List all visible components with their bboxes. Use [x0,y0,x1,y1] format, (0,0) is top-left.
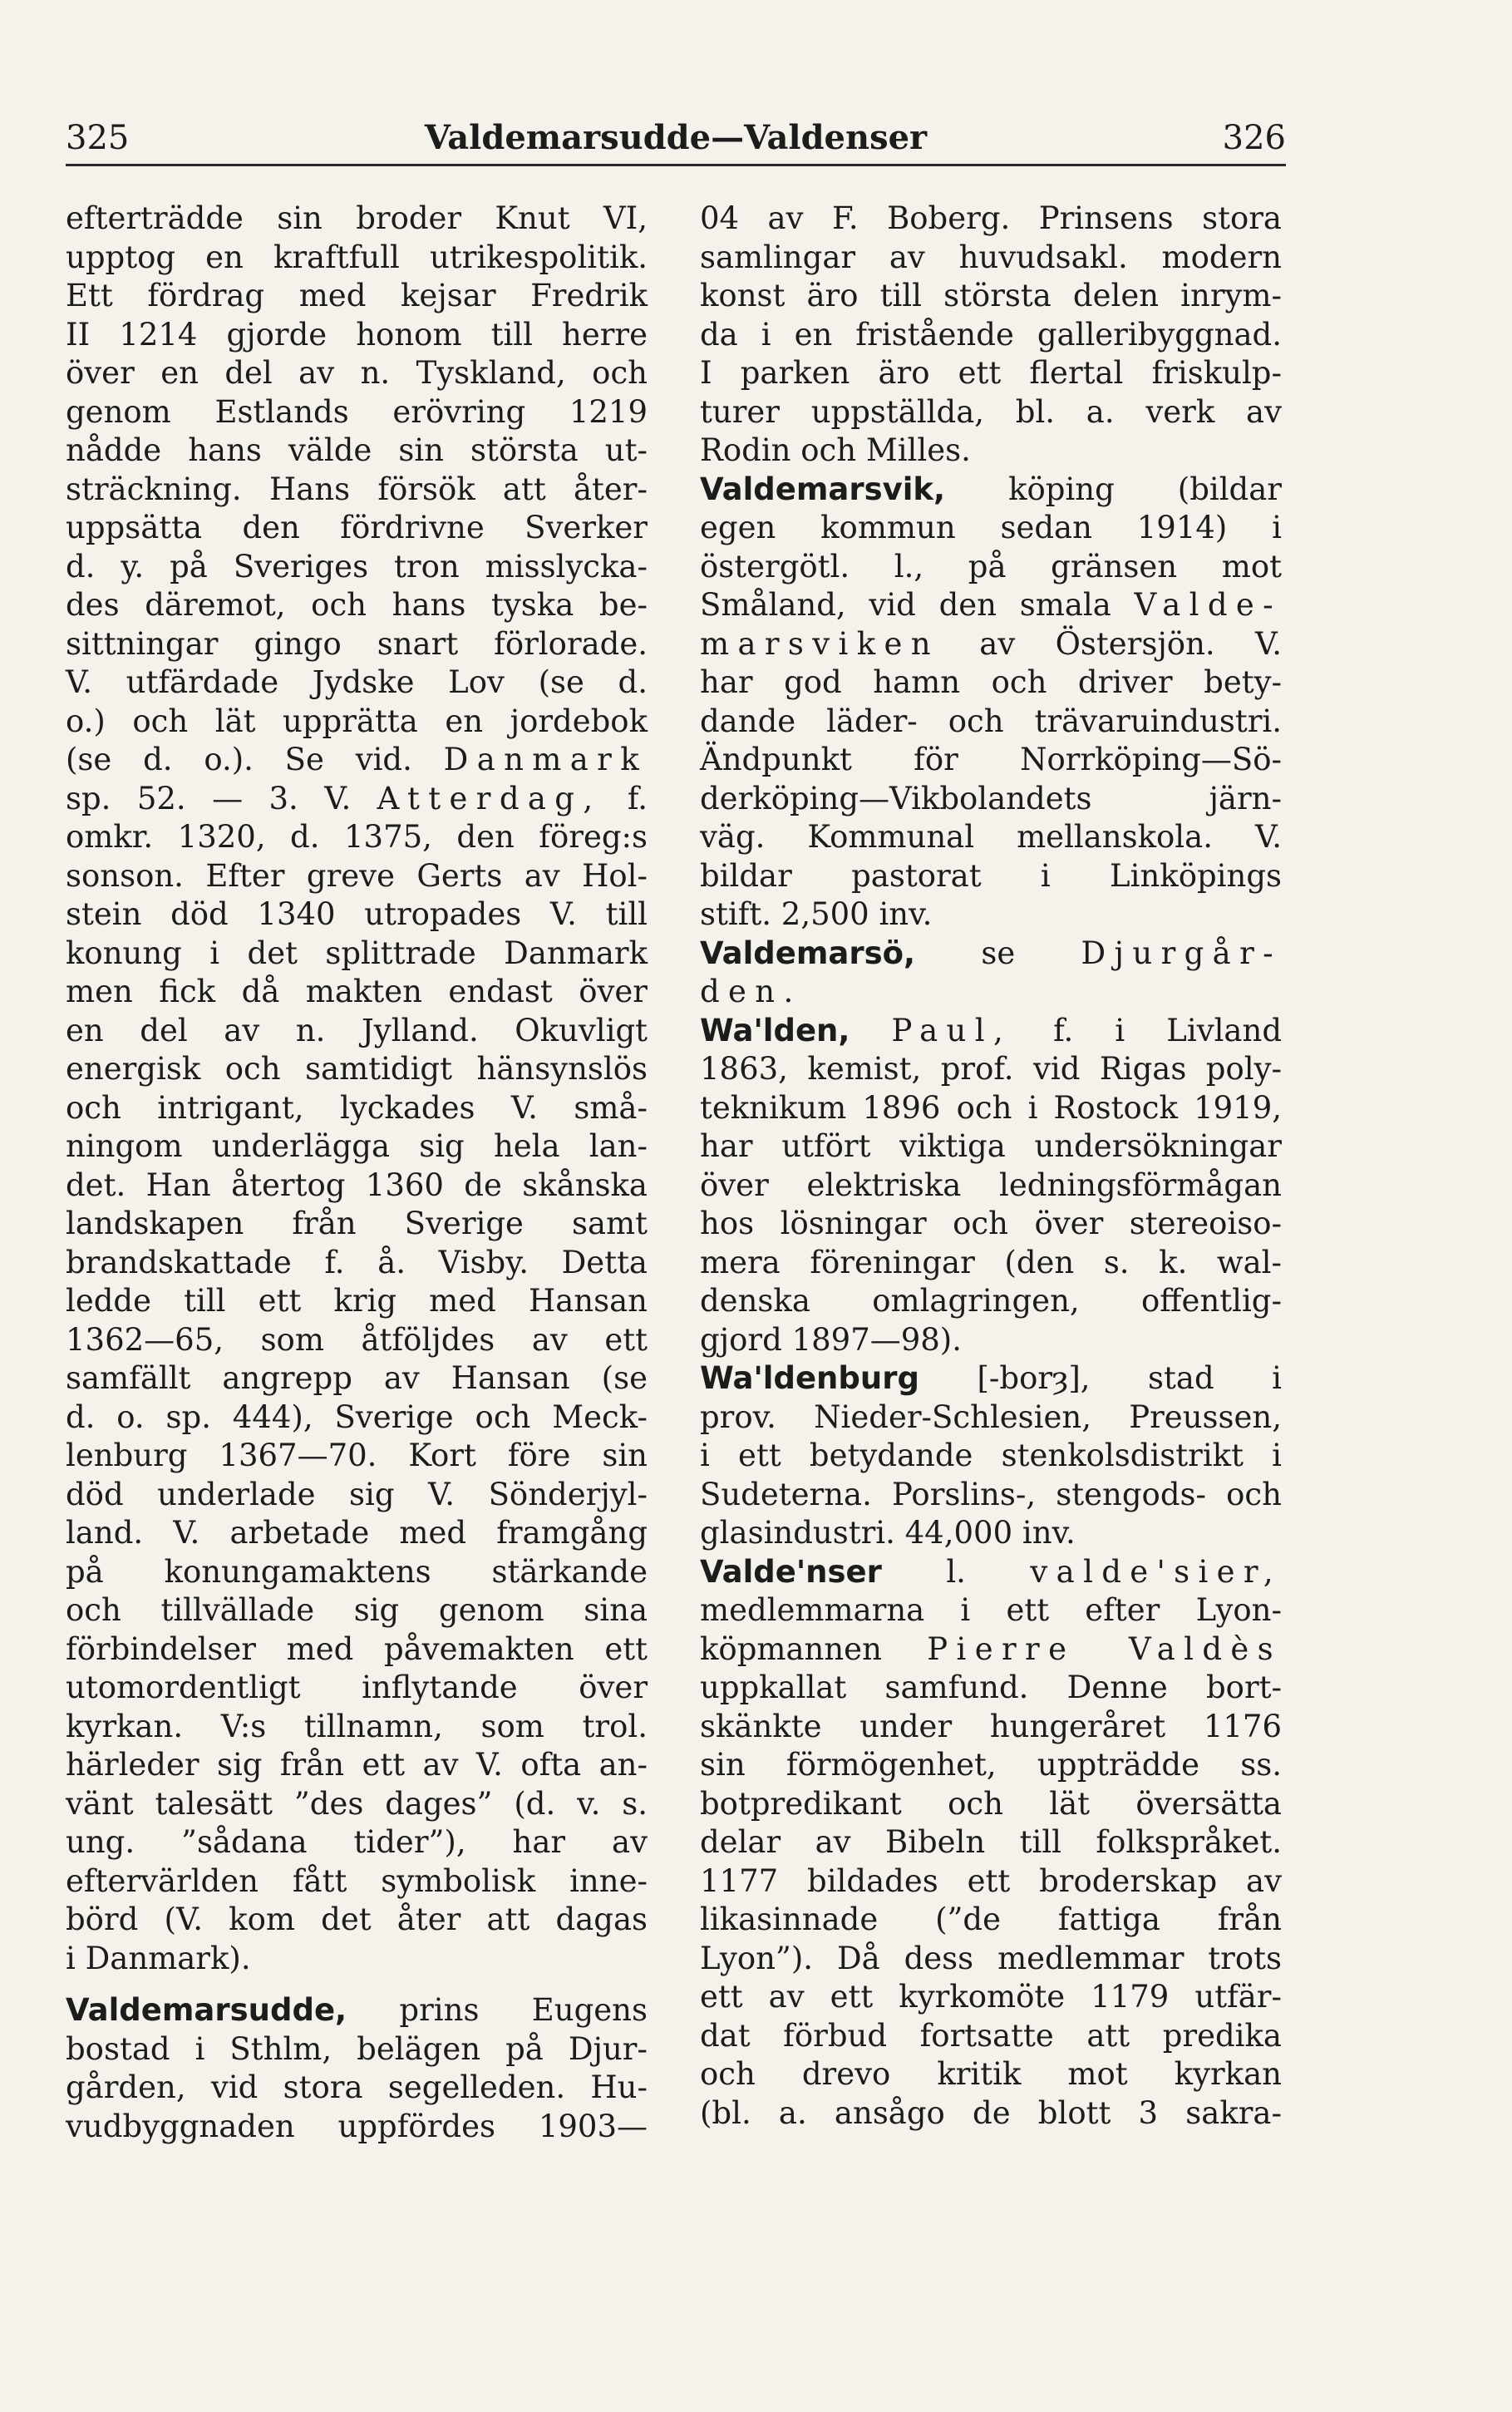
text-line: prov. Nieder-Schlesien, Preussen, [700,1398,1282,1435]
text-line [700,973,1282,1012]
text-line [700,935,1282,974]
text-line: dat förbud fortsatte att predika [700,2017,1282,2054]
text-line: landskapen från Sverige samt [66,1206,648,1241]
text-line: denska omlagringen, offentlig- [700,1283,1282,1319]
text-line: o.) och lät upprätta en jordebok [66,703,648,739]
text-line: över elektriska ledningsförmågan [700,1167,1282,1203]
text-line: bildar pastorat i Linköpings [700,857,1282,894]
text-line: gjord 1897—98). [700,1321,963,1358]
text-line: medlemmarna i ett efter Lyon- [700,1592,1282,1628]
text-line: II 1214 gjorde honom till herre [66,316,648,353]
text-line: ningom underlägga sig hela lan- [66,1128,648,1164]
text-line: delar av Bibeln till folkspråket. [700,1824,1282,1860]
text-line: upptog en kraftfull utrikespolitik. [66,239,648,275]
text-line: över en del av n. Tyskland, och [66,355,648,391]
text-line: härleder sig från ett av V. ofta an- [66,1747,648,1783]
text-line: uppsätta den fördrivne Sverker [66,510,648,545]
page-header [66,106,1286,166]
text-run: prins Eugens [347,1992,648,2028]
right-column [700,200,1282,2133]
text-line: Rodin och Milles. [700,432,971,468]
text-line: botpredikant och lät översätta [700,1785,1282,1822]
text-line: skänkte under hungeråret 1176 [700,1708,1282,1744]
spaced-emphasis: Valde- [1134,587,1282,623]
text-line: lenburg 1367—70. Kort före sin [66,1438,648,1473]
entry-headword: Valdemarsudde, [66,1992,347,2028]
text-line: 1177 bildades ett broderskap av [700,1862,1282,1899]
text-line: nådde hans välde sin största ut- [66,432,648,468]
text-line: vänt talesätt ”des dages” (d. v. s. [66,1785,648,1822]
text-run: köping (bildar [945,471,1282,507]
text-line: samfällt angrepp av Hansan (se [66,1360,648,1396]
text-line: sittningar gingo snart förlorade. [66,625,648,662]
text-line: energisk och samtidigt hänsynslös [66,1051,648,1087]
text-run: l. [881,1553,1031,1590]
text-line: Sudeterna. Porslins-, stengods- och [700,1476,1282,1512]
text-line [700,1012,1282,1051]
entry-headword: Wa'lden, [700,1012,850,1048]
text-line: genom Estlands erövring 1219 [66,393,648,430]
entry-headword: Wa'ldenburg [700,1360,919,1396]
text-line: i ett betydande stenkolsdistrikt i [700,1438,1282,1473]
running-head-title: Valdemarsudde—Valdenser [424,118,928,157]
text-line: da i en fristående galleribyggnad. [700,316,1282,353]
spaced-emphasis: Paul, [891,1012,1012,1048]
text-run: [-borȝ], stad i [919,1360,1282,1396]
text-run: sp. 52. — 3. V. [66,780,377,816]
text-line: och tillvällade sig genom sina [66,1592,648,1628]
text-line: men fick då makten endast över [66,974,648,1009]
text-line: en del av n. Jylland. Okuvligt [66,1012,648,1048]
entry-headword: Valdemarsö, [700,935,916,971]
entry-headword: Valde'nser [700,1553,882,1590]
text-line: egen kommun sedan 1914) i [700,510,1282,545]
text-line: död underlade sig V. Sönderjyl- [66,1476,648,1512]
text-line: d. o. sp. 444), Sverige och Meck- [66,1398,648,1435]
text-line: mera föreningar (den s. k. wal- [700,1244,1282,1280]
text-line: väg. Kommunal mellanskola. V. [700,819,1282,855]
text-line: omkr. 1320, d. 1375, den föreg:s [66,819,648,855]
text-line: och drevo kritik mot kyrkan [700,2056,1282,2092]
text-line: bostad i Sthlm, belägen på Djur- [66,2030,648,2067]
text-line: 04 av F. Boberg. Prinsens stora [700,200,1282,236]
entry-headword: Valdemarsvik, [700,471,946,507]
text-run: av Östersjön. V. [938,625,1282,662]
text-line: förbindelser med påvemakten ett [66,1630,648,1667]
spaced-emphasis: marsviken [700,625,939,662]
text-line: 1863, kemist, prof. vid Rigas poly- [700,1051,1282,1087]
text-line: sträckning. Hans försök att åter- [66,471,648,507]
text-line: stein död 1340 utropades V. till [66,896,648,932]
text-line: på konungamaktens stärkande [66,1553,648,1590]
spaced-emphasis: Danmark [443,742,648,777]
text-line: har god hamn och driver bety- [700,664,1282,700]
text-line: ett av ett kyrkomöte 1179 utfär- [700,1979,1282,2015]
paragraph-gap [66,1978,648,1991]
text-line: likasinnade (”de fattiga från [700,1901,1282,1937]
text-line: sin förmögenhet, uppträdde ss. [700,1747,1282,1783]
text-line [700,1630,1282,1670]
text-line: har utfört viktiga undersökningar [700,1128,1282,1164]
text-line: des däremot, och hans tyska be- [66,587,648,623]
text-run: se [915,935,1081,971]
text-line: (bl. a. ansågo de blott 3 sakra- [700,2094,1282,2131]
text-line: V. utfärdade Jydske Lov (se d. [66,664,648,700]
text-run: (se d. o.). Se vid. [66,742,444,777]
text-line [66,741,648,780]
text-run [850,1013,891,1048]
text-line: derköping—Vikbolandets järn- [700,780,1282,816]
text-line [66,1991,648,2030]
text-line: eftervärlden fått symbolisk inne- [66,1862,648,1899]
text-line: och intrigant, lyckades V. små- [66,1089,648,1126]
text-line: hos lösningar och över stereoiso- [700,1206,1282,1241]
text-line [700,1553,1282,1592]
header-rule [66,164,1286,166]
text-line [700,586,1282,625]
spaced-emphasis: Pierre Valdès [927,1630,1283,1667]
page-number-right: 326 [1222,119,1286,157]
text-line: konung i det splittrade Danmark [66,935,648,971]
text-line: land. V. arbetade med framgång [66,1515,648,1551]
text-line: kyrkan. V:s tillnamn, som trol. [66,1708,648,1744]
text-run: Småland, vid den smala [700,587,1135,623]
text-line: ledde till ett krig med Hansan [66,1283,648,1319]
spaced-emphasis: den. [700,974,802,1009]
text-line: I parken äro ett flertal friskulp- [700,355,1282,391]
text-line [700,471,1282,510]
text-line: 1362—65, som åtföljdes av ett [66,1321,648,1358]
text-line: samlingar av huvudsakl. modern [700,239,1282,275]
text-line: Lyon”). Då dess medlemmar trots [700,1940,1282,1976]
text-line: ung. ”sådana tider”), har av [66,1824,648,1860]
text-line: Ändpunkt för Norrköping—Sö- [700,742,1282,777]
text-line [700,1359,1282,1398]
text-run: f. [601,780,648,816]
spaced-emphasis: valde'sier, [1030,1553,1282,1590]
text-line: det. Han återtog 1360 de skånska [66,1167,648,1203]
text-run: köpmannen [700,1630,928,1667]
text-line: i Danmark). [66,1940,251,1976]
text-line: stift. 2,500 inv. [700,896,933,932]
text-line: gården, vid stora segelleden. Hu- [66,2069,648,2105]
page-number-left: 325 [66,119,130,157]
text-line: uppkallat samfund. Denne bort- [700,1670,1282,1705]
text-run: f. i Livland [1012,1012,1283,1048]
text-line: turer uppställda, bl. a. verk av [700,393,1282,430]
text-line: Ett fördrag med kejsar Fredrik [66,278,648,313]
text-line: teknikum 1896 och i Rostock 1919, [700,1089,1282,1126]
left-column [66,200,648,2146]
text-line [66,780,648,819]
text-line: vudbyggnaden uppfördes 1903— [66,2108,648,2144]
text-line: efterträdde sin broder Knut VI, [66,200,648,236]
text-line: börd (V. kom det åter att dagas [66,1901,648,1937]
spaced-emphasis: Djurgår- [1081,935,1282,971]
text-line: d. y. på Sveriges tron misslycka- [66,548,648,585]
text-line: glasindustri. 44,000 inv. [700,1515,1076,1551]
spaced-emphasis: Atterdag, [377,780,602,816]
text-line: dande läder- och trävaruindustri. [700,703,1282,739]
text-line: östergötl. l., på gränsen mot [700,548,1282,585]
text-line: sonson. Efter greve Gerts av Hol- [66,857,648,894]
text-line: konst äro till största delen inrym- [700,278,1282,313]
text-line: brandskattade f. å. Visby. Detta [66,1244,648,1280]
text-line [700,625,1282,664]
text-line: utomordentligt inflytande över [66,1670,648,1705]
